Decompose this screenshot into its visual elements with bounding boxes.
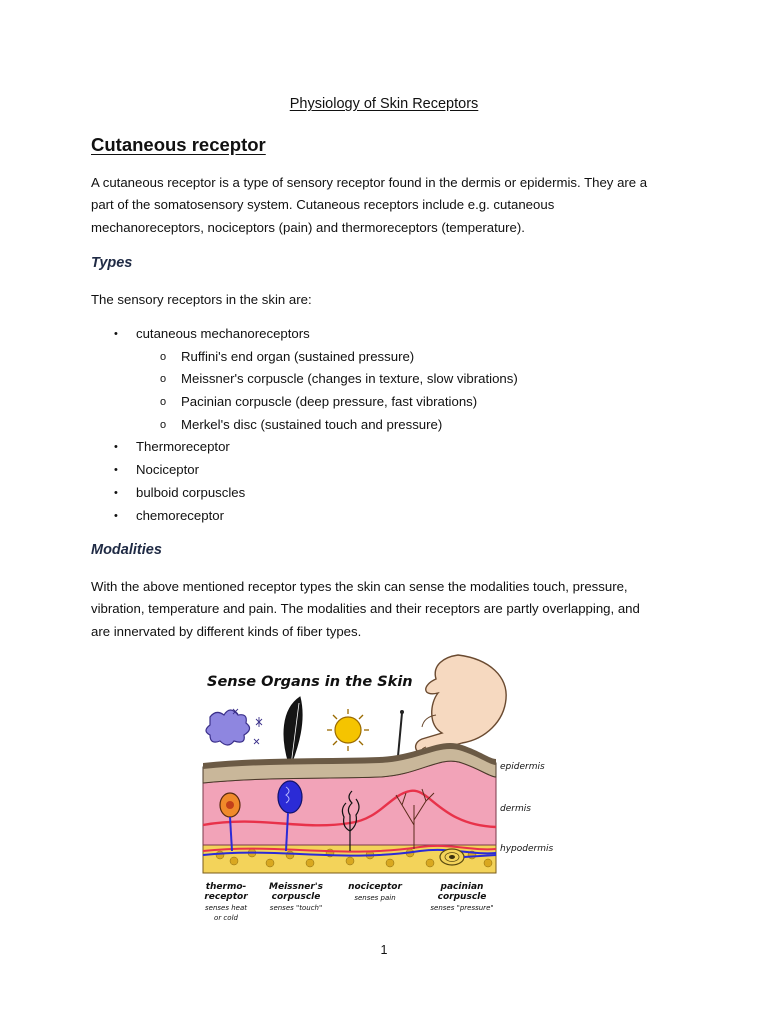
caption-meissner-desc1: senses "touch"	[269, 904, 323, 912]
list-item: • cutaneous mechanoreceptors	[114, 326, 310, 341]
list-item: • Thermoreceptor	[114, 439, 230, 455]
types-intro: The sensory receptors in the skin are:	[91, 292, 312, 307]
figure-title: Sense Organs in the Skin	[207, 674, 413, 690]
list-item: o Merkel's disc (sustained touch and pressure)	[160, 416, 443, 432]
modalities-line: vibration, temperature and pain. The modalities and their receptors are partly overlapping, and	[91, 601, 640, 617]
list-item: • chemoreceptor	[114, 507, 224, 523]
modalities-paragraph	[91, 576, 691, 643]
intro-paragraph	[91, 172, 691, 239]
caption-meissner-line2: corpuscle	[271, 892, 321, 902]
list-item: • Nociceptor	[114, 462, 200, 478]
modalities-heading: Modalities	[91, 542, 162, 558]
caption-pacinian-line1: pacinian	[440, 882, 484, 892]
receptor-list	[0, 325, 768, 529]
caption-thermo-desc1: senses heat	[205, 904, 247, 912]
caption-nociceptor-desc1: senses pain	[354, 894, 396, 902]
list-item: o Pacinian corpuscle (deep pressure, fast vibrations)	[160, 394, 478, 410]
label-dermis: dermis	[500, 804, 531, 814]
intro-line: mechanoreceptors, nociceptors (pain) and thermoreceptors (temperature).	[91, 219, 525, 235]
intro-line: part of the somatosensory system. Cutaneous receptors include e.g. cutaneous	[91, 197, 555, 213]
modalities-line: With the above mentioned receptor types the skin can sense the modalities touch, pressure,	[91, 579, 628, 594]
list-item: o Meissner's corpuscle (changes in texture, slow vibrations)	[160, 371, 518, 387]
label-epidermis: epidermis	[500, 762, 545, 772]
caption-thermo-desc2: or cold	[214, 914, 238, 922]
layer-labels	[500, 762, 553, 854]
skin-sense-organs-illustration	[200, 655, 554, 930]
page-number: 1	[380, 943, 388, 957]
intro-line: A cutaneous receptor is a type of sensory receptor found in the dermis or epidermis. They are a	[91, 175, 648, 190]
list-item: • bulboid corpuscles	[114, 484, 246, 500]
caption-nociceptor-line1: nociceptor	[348, 882, 402, 892]
modalities-line: are innervated by different kinds of fiber types.	[91, 623, 362, 639]
list-item: o Ruffini's end organ (sustained pressure)	[160, 348, 415, 364]
caption-thermo-line2: receptor	[204, 892, 248, 902]
caption-meissner-line1: Meissner's	[269, 882, 323, 892]
skin-cross-section	[203, 743, 496, 873]
document-title: Physiology of Skin Receptors	[289, 96, 479, 112]
cold-cloud-icon	[206, 709, 262, 745]
label-hypodermis: hypodermis	[500, 844, 554, 854]
caption-thermo-line1: thermo-	[205, 882, 247, 892]
caption-pacinian-line2: corpuscle	[437, 892, 487, 902]
sun-icon	[327, 709, 369, 751]
receptor-captions	[204, 882, 493, 922]
types-heading: Types	[91, 255, 133, 271]
caption-pacinian-desc1: senses "pressure"	[430, 904, 494, 912]
section-heading: Cutaneous receptor	[91, 134, 266, 155]
